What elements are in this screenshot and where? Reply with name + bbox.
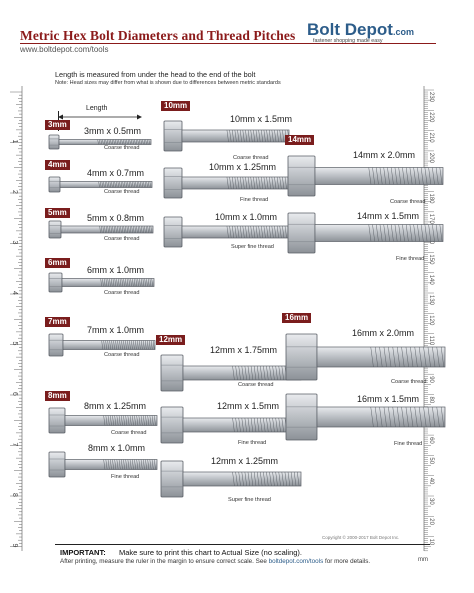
bolt-size-label: 12mm x 1.25mm [211,456,279,466]
inch-ruler-label: 2 [11,190,18,194]
mm-ruler-label: 40 [428,477,434,485]
length-note: Length is measured from under the head to the end of the bolt [55,70,256,79]
bolt-diameter-tag: 12mm [156,335,185,345]
logo-tagline: fastener shopping made easy [313,38,383,44]
bolt-drawing [48,220,156,239]
bolt-drawing [163,120,292,152]
mm-ruler-label: 20 [428,518,434,525]
mm-ruler-label: 120 [428,315,434,326]
thread-type-label: Coarse thread [104,145,140,151]
thread-type-label: Coarse thread [104,290,140,296]
thread-type-label: Fine thread [394,441,423,447]
tools-link[interactable]: boltdepot.com/tools [268,558,324,565]
bolt-size-label: 12mm x 1.5mm [217,401,280,411]
bolt-diameter-tag: 5mm [45,208,70,218]
mm-ruler-label: 200 [428,152,434,163]
thread-type-label: Coarse thread [391,379,427,385]
thread-type-label: Fine thread [111,474,140,480]
after-text: After printing, measure the ruler in the margin to ensure correct scale. See [60,558,267,565]
bolt-drawing [287,212,446,254]
bolt-size-label: 8mm x 1.25mm [84,401,147,411]
thread-type-label: Super fine thread [231,244,274,250]
inch-ruler-label: 5 [11,341,18,346]
bolt-diameter-tag: 7mm [45,317,70,327]
thread-type-label: Coarse thread [390,199,426,205]
logo-suffix: .com [392,27,414,37]
bolt-drawing [48,272,157,293]
after-printing-note [60,558,370,565]
inch-ruler-label: 9 [11,543,18,548]
bolt-size-label: 16mm x 2.0mm [352,328,415,338]
length-label: Length [86,105,108,112]
bolt-size-label: 6mm x 1.0mm [87,265,145,275]
mm-ruler-label: 80 [428,396,434,404]
mm-ruler-label: 150 [428,254,434,265]
bolt-drawing [160,354,304,392]
bolt-size-label: 5mm x 0.8mm [87,213,145,223]
thread-type-label: Coarse thread [104,236,140,242]
thread-type-label: Coarse thread [104,352,140,358]
mm-ruler-label: 110 [428,335,434,346]
bolt-drawing [285,333,448,381]
mm-ruler-label: 180 [428,193,434,204]
bolt-diameter-tag: 6mm [45,258,70,268]
bolt-diameter-tag: 8mm [45,391,70,401]
mm-ruler-label: 50 [428,457,434,465]
bolt-diameter-tag: 3mm [45,120,70,130]
head-size-note: Note: Head sizes may differ from what is shown due to differences between metric standards [55,80,281,86]
logo-name: Bolt Depot [307,20,393,39]
page-title: Metric Hex Bolt Diameters and Thread Pitches [20,28,296,43]
bolt-drawing [48,451,160,478]
inch-ruler-label: 8 [11,493,18,497]
bolt-size-label: 3mm x 0.5mm [84,126,142,136]
mm-ruler-label: 170 [428,213,434,224]
inch-ruler-label: 4 [11,291,18,295]
inch-ruler-label: 3 [11,240,18,245]
important-box [55,544,430,569]
thread-type-label: Super fine thread [228,497,271,503]
bolt-diameter-tag: 10mm [161,101,190,111]
mm-ruler-label: 230 [428,92,434,103]
bolt-size-label: 4mm x 0.7mm [87,168,145,178]
bolt-diameter-tag: 4mm [45,160,70,170]
thread-type-label: Fine thread [396,256,425,262]
bolt-size-label: 14mm x 2.0mm [353,150,416,160]
bolt-size-label: 8mm x 1.0mm [88,443,146,453]
important-label: IMPORTANT: [60,548,106,557]
mm-ruler-label: 30 [428,498,434,505]
bolt-size-label: 10mm x 1.0mm [215,212,278,222]
bolt-size-label: 16mm x 1.5mm [357,394,420,404]
after-tail: for more details. [324,558,371,565]
thread-type-label: Coarse thread [104,189,140,195]
bolt-size-label: 14mm x 1.5mm [357,211,420,221]
bolt-depot-logo [307,20,437,50]
mm-ruler-label: 90 [428,376,434,383]
mm-ruler-label: 60 [428,437,434,444]
tools-url[interactable]: www.boltdepot.com/tools [20,45,109,54]
bolt-size-label: 10mm x 1.25mm [209,162,277,172]
bolt-size-label: 7mm x 1.0mm [87,325,145,335]
mm-ruler-label: 140 [428,274,434,285]
bolt-size-label: 12mm x 1.75mm [210,345,278,355]
bolt-drawing [285,393,448,441]
bolt-diameter-tag: 16mm [282,313,311,323]
bolt-size-label: 10mm x 1.5mm [230,114,293,124]
length-arrow-icon [58,113,142,121]
copyright: Copyright © 2000-2017 Bolt Depot Inc. [322,535,400,540]
thread-type-label: Coarse thread [233,155,269,161]
bolt-drawing [163,167,292,199]
mm-ruler-label: 220 [428,112,434,123]
thread-type-label: Fine thread [240,197,269,203]
bolt-drawing [287,152,446,197]
thread-type-label: Coarse thread [238,382,274,388]
logo-wordmark [307,20,414,40]
mm-ruler-label: 130 [428,295,434,306]
thread-type-label: Coarse thread [111,430,147,436]
bolt-diameter-tag: 14mm [285,135,314,145]
bolt-drawing [160,406,304,444]
bolt-drawing [160,460,304,498]
mm-ruler-label: 10 [428,538,434,546]
inch-ruler-label: 7 [11,442,18,447]
thread-type-label: Fine thread [238,440,267,446]
mm-ruler-label: 210 [428,132,434,143]
inch-ruler-label: 6 [11,392,18,396]
inch-ruler-label: 1 [11,139,18,144]
important-text: Make sure to print this chart to Actual Size (no scaling). [119,548,302,557]
mm-unit-label: mm [418,557,428,563]
bolt-drawing [48,333,158,357]
